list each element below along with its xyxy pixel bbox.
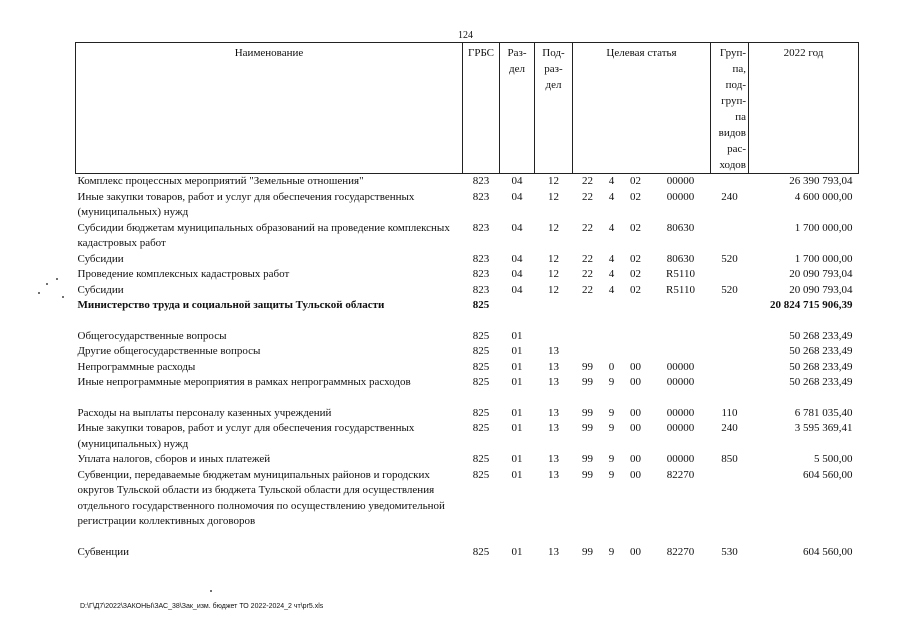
- scan-speck: [38, 292, 40, 294]
- cell-t1: 99: [582, 406, 593, 419]
- cell-rz: 01: [511, 345, 523, 357]
- cell-rz: 01: [511, 453, 523, 465]
- cell-rz: 04: [511, 190, 523, 203]
- table-row: [76, 252, 859, 268]
- cell-t4: 80630: [666, 252, 695, 265]
- cell-name: Субсидии: [77, 252, 124, 265]
- cell-grbs: 825: [472, 545, 490, 558]
- cell-t4: [651, 298, 711, 314]
- cell-t2: 0: [608, 360, 615, 373]
- cell-rz: 01: [511, 360, 523, 373]
- cell-rz: 01: [511, 545, 523, 558]
- cell-t1: 22: [582, 268, 593, 280]
- cell-rz: 04: [511, 221, 523, 234]
- cell-sum: 20 090 793,04: [789, 268, 853, 280]
- cell-pr: 12: [548, 190, 559, 203]
- table-body: [76, 174, 859, 561]
- header-name: Наименование: [76, 43, 463, 174]
- cell-t4: 82270: [666, 468, 695, 481]
- header-podrazdel: Под- раз- дел: [535, 43, 573, 174]
- cell-rz: 01: [511, 406, 523, 419]
- cell-t2: 4: [608, 221, 615, 234]
- spacer-row: [76, 314, 859, 329]
- cell-t1: 99: [582, 468, 593, 481]
- cell-t1: 22: [582, 190, 593, 203]
- cell-vr: 520: [721, 283, 738, 296]
- cell-sum: 1 700 000,00: [794, 252, 853, 265]
- table-row: [76, 360, 859, 376]
- cell-sum: 26 390 793,04: [789, 175, 853, 187]
- cell-name: Министерство труда и социальной защиты Тульской области: [77, 299, 385, 311]
- cell-grbs: 825: [472, 329, 490, 342]
- cell-t4: R5110: [666, 283, 695, 296]
- cell-name: Общегосударственные вопросы: [77, 329, 227, 342]
- cell-t3: 02: [630, 175, 641, 187]
- cell-sum: 3 595 369,41: [794, 422, 853, 434]
- cell-pr: 13: [548, 360, 559, 373]
- header-group: Груп- па, под- груп- па видов рас- ходов: [711, 43, 749, 174]
- cell-t1: 99: [582, 545, 593, 558]
- page-number: 124: [458, 30, 473, 41]
- cell-t4: 00000: [666, 406, 695, 419]
- cell-vr: [711, 360, 749, 376]
- cell-pr: 13: [548, 406, 559, 419]
- cell-t4: [651, 329, 711, 345]
- cell-t1: 22: [582, 221, 593, 234]
- cell-t3: 00: [630, 376, 641, 388]
- cell-pr: 12: [548, 252, 559, 265]
- cell-sum: 50 268 233,49: [789, 345, 853, 357]
- cell-t1: 99: [582, 453, 593, 465]
- table-row: [76, 221, 859, 252]
- cell-t2: [603, 344, 621, 360]
- table-row: [76, 468, 859, 530]
- cell-sum: 1 700 000,00: [794, 221, 853, 234]
- cell-sum: 604 560,00: [803, 468, 853, 481]
- cell-t1: 22: [582, 175, 593, 187]
- cell-vr: [711, 329, 749, 345]
- cell-pr: 12: [548, 175, 559, 187]
- header-razdel: Раз- дел: [500, 43, 535, 174]
- cell-rz: 01: [511, 468, 523, 481]
- cell-grbs: 825: [472, 299, 490, 311]
- cell-t3: [621, 344, 651, 360]
- cell-t4: 80630: [666, 221, 695, 234]
- cell-t2: 9: [608, 376, 615, 388]
- cell-t2: 9: [608, 422, 615, 434]
- cell-name: Иные закупки товаров, работ и услуг для обеспечения государственных (муниципальных) нужд: [77, 422, 415, 450]
- spacer-row: [76, 391, 859, 406]
- cell-vr: [711, 267, 749, 283]
- cell-t1: [573, 298, 603, 314]
- cell-t3: 00: [630, 422, 641, 434]
- header-target: Целевая статья: [573, 43, 711, 174]
- table-row: [76, 267, 859, 283]
- cell-rz: [500, 298, 535, 314]
- cell-t3: [621, 329, 651, 345]
- spacer-row: [76, 530, 859, 545]
- cell-t2: 4: [608, 175, 615, 187]
- cell-t3: 02: [630, 221, 641, 234]
- cell-name: Субвенции, передаваемые бюджетам муниципальных районов и городских округов Тульской области из бюджета Тульской области для осуществления отдельного государственного полномочия по осуществлению уведомительной регистрации коллективных договоров: [77, 468, 445, 527]
- cell-sum: 6 781 035,40: [794, 406, 853, 419]
- cell-grbs: 823: [472, 175, 490, 187]
- cell-t3: 02: [630, 283, 641, 296]
- cell-grbs: 825: [472, 345, 490, 357]
- cell-sum: 50 268 233,49: [789, 360, 853, 373]
- cell-name: Уплата налогов, сборов и иных платежей: [77, 453, 271, 465]
- budget-table: [75, 42, 859, 560]
- cell-vr: [711, 468, 749, 530]
- cell-rz: 04: [511, 175, 523, 187]
- cell-vr: 850: [721, 453, 738, 465]
- cell-sum: 50 268 233,49: [789, 329, 853, 342]
- cell-t3: 02: [630, 190, 641, 203]
- cell-vr: 110: [721, 406, 738, 419]
- cell-name: Расходы на выплаты персоналу казенных учреждений: [77, 406, 332, 419]
- cell-t4: R5110: [666, 268, 695, 280]
- table-row: [76, 545, 859, 561]
- cell-t3: 00: [630, 406, 641, 419]
- cell-vr: [711, 174, 749, 190]
- header-year: 2022 год: [749, 43, 859, 174]
- cell-vr: [711, 344, 749, 360]
- cell-t3: [621, 298, 651, 314]
- cell-sum: 4 600 000,00: [794, 190, 853, 203]
- table-row: [76, 283, 859, 299]
- cell-name: Субсидии: [77, 283, 124, 296]
- cell-pr: 13: [548, 422, 559, 434]
- cell-grbs: 825: [472, 453, 490, 465]
- cell-t1: 99: [582, 360, 593, 373]
- cell-t2: 9: [608, 545, 615, 558]
- cell-grbs: 825: [472, 406, 490, 419]
- cell-t1: 99: [582, 376, 593, 388]
- cell-t2: [603, 329, 621, 345]
- cell-t4: 00000: [666, 376, 695, 388]
- cell-t1: 22: [582, 283, 593, 296]
- cell-pr: 13: [548, 345, 559, 357]
- table-row: [76, 375, 859, 391]
- cell-t2: 9: [608, 468, 615, 481]
- cell-t3: 02: [630, 268, 641, 280]
- cell-pr: 12: [548, 221, 559, 234]
- cell-t2: 4: [608, 252, 615, 265]
- cell-pr: 13: [548, 453, 559, 465]
- cell-grbs: 825: [472, 468, 490, 481]
- cell-sum: 20 090 793,04: [789, 283, 853, 296]
- table-row: [76, 174, 859, 190]
- cell-grbs: 823: [472, 252, 490, 265]
- cell-grbs: 823: [472, 190, 490, 203]
- cell-rz: 04: [511, 252, 523, 265]
- cell-t4: 00000: [666, 422, 695, 434]
- scan-speck: [46, 283, 48, 285]
- cell-t3: 00: [630, 360, 641, 373]
- cell-rz: 04: [511, 268, 523, 280]
- header-grbs: ГРБС: [463, 43, 500, 174]
- cell-t3: 00: [630, 545, 641, 558]
- cell-pr: [535, 298, 573, 314]
- cell-name: Иные непрограммные мероприятия в рамках непрограммных расходов: [77, 376, 411, 388]
- cell-t2: 9: [608, 453, 615, 465]
- cell-t1: 22: [582, 252, 593, 265]
- cell-sum: 50 268 233,49: [789, 376, 853, 388]
- cell-pr: 12: [548, 268, 559, 280]
- cell-pr: [535, 329, 573, 345]
- cell-grbs: 825: [472, 360, 490, 373]
- cell-pr: 12: [548, 283, 559, 296]
- cell-rz: 01: [511, 329, 523, 342]
- cell-name: Непрограммные расходы: [77, 360, 196, 373]
- cell-t3: 02: [630, 252, 641, 265]
- cell-grbs: 825: [472, 422, 490, 434]
- cell-grbs: 823: [472, 221, 490, 234]
- cell-t4: 00000: [666, 453, 695, 465]
- cell-rz: 01: [511, 376, 523, 388]
- cell-t3: 00: [630, 453, 641, 465]
- cell-t1: [573, 329, 603, 345]
- scan-speck: [62, 296, 64, 298]
- cell-sum: 604 560,00: [803, 545, 853, 558]
- cell-pr: 13: [548, 468, 559, 481]
- scan-speck: [56, 278, 58, 280]
- cell-name: Проведение комплексных кадастровых работ: [77, 268, 290, 280]
- table-row: [76, 421, 859, 452]
- cell-t2: 9: [608, 406, 615, 419]
- cell-name: Комплекс процессных мероприятий "Земельные отношения": [77, 175, 364, 187]
- cell-vr: 240: [721, 190, 738, 203]
- cell-vr: [711, 375, 749, 391]
- cell-grbs: 825: [472, 376, 490, 388]
- cell-vr: 240: [721, 422, 738, 434]
- cell-vr: 520: [721, 252, 738, 265]
- cell-grbs: 823: [472, 283, 490, 296]
- cell-rz: 04: [511, 283, 523, 296]
- table-row: [76, 452, 859, 468]
- cell-t2: 4: [608, 268, 615, 280]
- scan-speck: [210, 590, 212, 592]
- cell-sum: 20 824 715 906,39: [770, 299, 853, 311]
- table-row: [76, 298, 859, 314]
- cell-vr: 530: [721, 545, 738, 558]
- cell-t4: 00000: [666, 360, 695, 373]
- cell-t4: [651, 344, 711, 360]
- file-path: D:\Г\Д7\2022\ЗАКОНЫ\ЗАС_38\Зак_изм. бюджет ТО 2022-2024_2 чт\pr5.xls: [80, 603, 324, 610]
- cell-vr: [711, 221, 749, 252]
- cell-t2: 4: [608, 190, 615, 203]
- table-row: [76, 329, 859, 345]
- cell-name: Субсидии бюджетам муниципальных образований на проведение комплексных кадастровых работ: [77, 221, 450, 249]
- cell-t3: 00: [630, 468, 641, 481]
- cell-rz: 01: [511, 422, 523, 434]
- cell-t4: 82270: [666, 545, 695, 558]
- cell-t4: 00000: [666, 175, 695, 187]
- cell-name: Другие общегосударственные вопросы: [77, 345, 261, 357]
- cell-t2: [603, 298, 621, 314]
- cell-sum: 5 500,00: [814, 453, 853, 465]
- table-row: [76, 406, 859, 422]
- cell-name: Иные закупки товаров, работ и услуг для обеспечения государственных (муниципальных) нужд: [77, 190, 415, 218]
- cell-name: Субвенции: [77, 545, 130, 558]
- table-row: [76, 344, 859, 360]
- cell-t1: [573, 344, 603, 360]
- cell-pr: 13: [548, 545, 559, 558]
- cell-t2: 4: [608, 283, 615, 296]
- cell-t4: 00000: [666, 190, 695, 203]
- table-header-row: [76, 43, 859, 174]
- cell-vr: [711, 298, 749, 314]
- cell-grbs: 823: [472, 268, 490, 280]
- cell-pr: 13: [548, 376, 559, 388]
- cell-t1: 99: [582, 422, 593, 434]
- table-row: [76, 190, 859, 221]
